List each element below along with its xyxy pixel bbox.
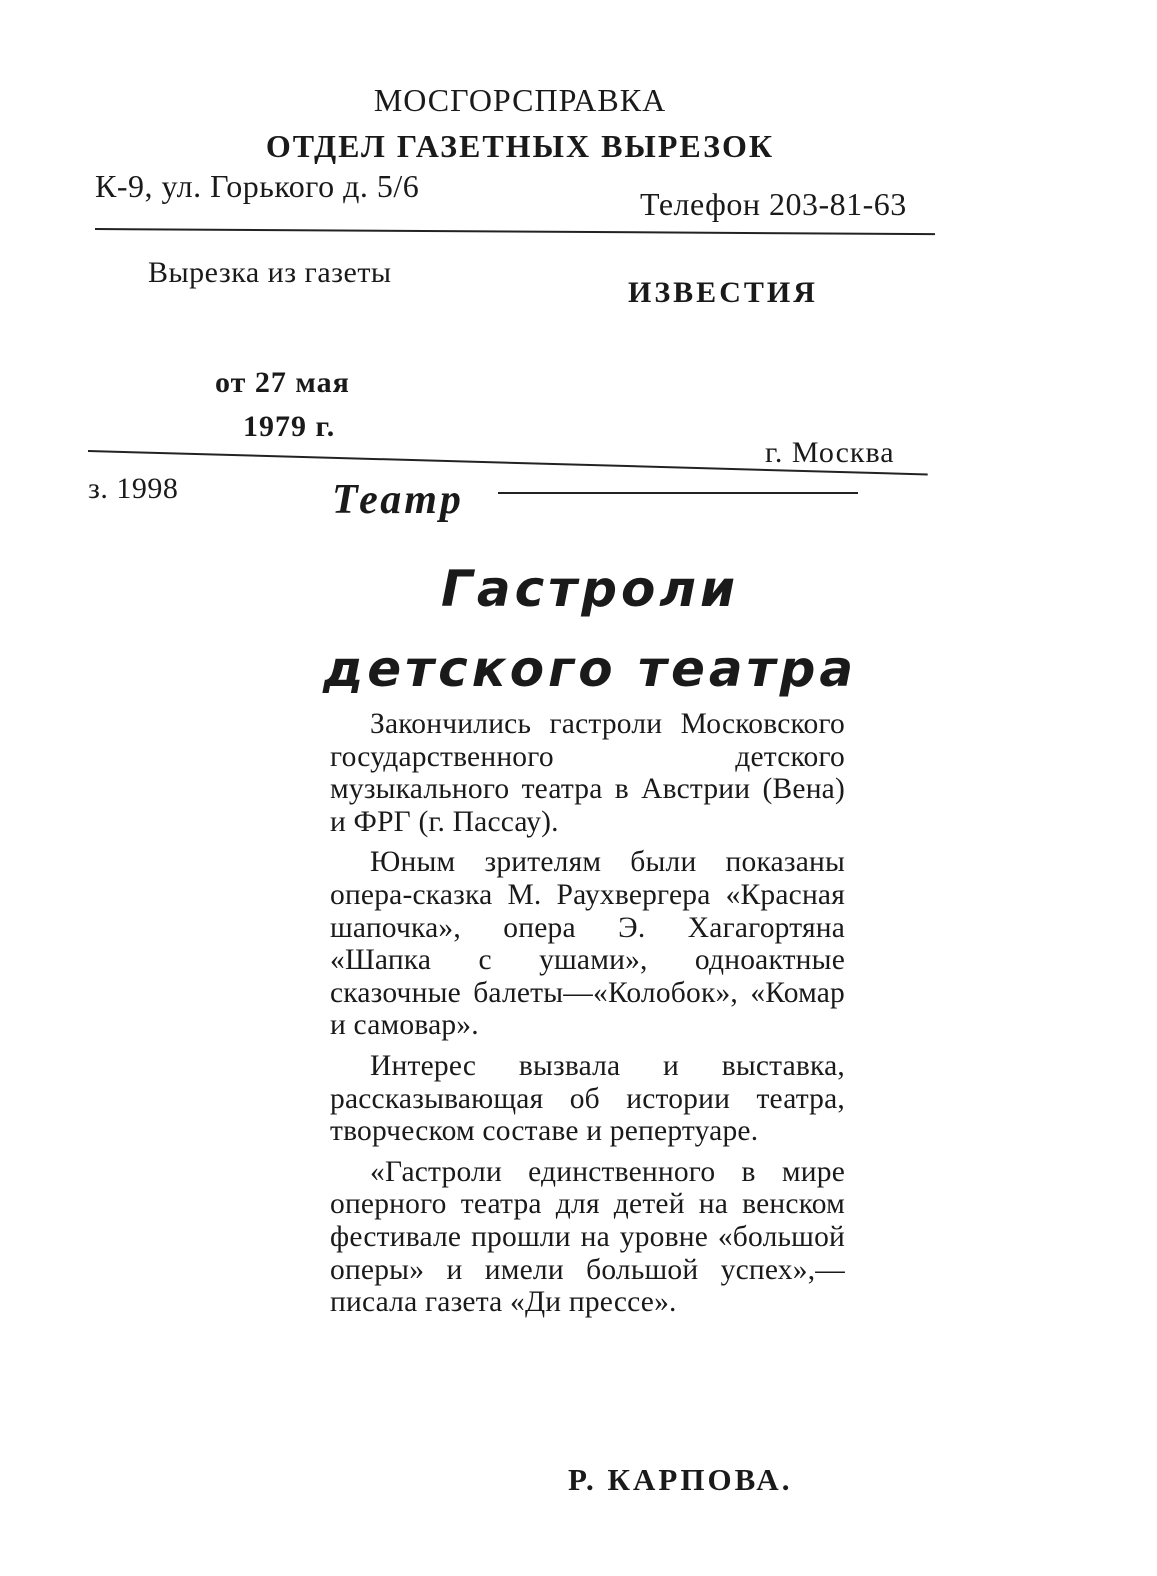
article-paragraph-4: «Гастроли единственного в мире оперного театра для детей на венском фестивале прошли на уровне «большой оперы» и имели большой успех»,— писала газета «Ди прессе». (330, 1155, 845, 1319)
article-paragraph-1: Закончились гастроли Московского государственного детского музыкального театра в Австрии (Вена) и ФРГ (г. Пассау). (330, 708, 845, 838)
office-address: К-9, ул. Горького д. 5/6 (95, 168, 420, 204)
article-paragraph-2: Юным зрителям были показаны опера-сказка М. Раухвергера «Красная шапочка», опера Э. Хагагортяна «Шапка с ушами», одноактные сказочные балеты—«Колобок», «Комар и самовар». (330, 846, 845, 1042)
rubric-divider (498, 492, 858, 494)
newspaper-name: ИЗВЕСТИЯ (628, 276, 818, 309)
department-name: ОТДЕЛ ГАЗЕТНЫХ ВЫРЕЗОК (265, 128, 775, 164)
article-author: Р. КАРПОВА. (568, 1462, 793, 1497)
headline-line-1: Гастроли (440, 560, 739, 618)
headline-line-2: детского театра (322, 640, 858, 698)
order-reference: з. 1998 (88, 472, 179, 505)
article-body (330, 708, 845, 1327)
article-rubric: Театр (332, 477, 464, 523)
article-paragraph-3: Интерес вызвала и выставка, рассказывающая об истории театра, творческом составе и репертуаре. (330, 1049, 845, 1148)
header-divider (95, 228, 935, 235)
organization-name: МОСГОРСПРАВКА (373, 82, 667, 118)
office-phone: Телефон 203-81-63 (640, 186, 907, 222)
clipping-date: от 27 мая (215, 366, 350, 399)
clipping-year: 1979 г. (243, 410, 336, 443)
clipping-city: г. Москва (765, 436, 895, 469)
clipping-label: Вырезка из газеты (148, 256, 392, 289)
